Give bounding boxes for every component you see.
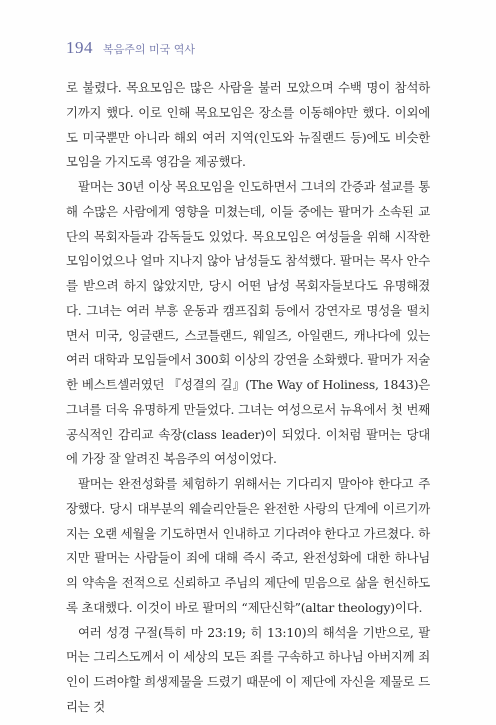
page-header: [66, 38, 195, 58]
paragraph-3: 팔머는 완전성화를 체험하기 위해서는 기다리지 말아야 한다고 주장했다. 당시 대부분의 웨슬리안들은 완전한 사랑의 단계에 이르기까지는 오랜 세월을 기도하면서 인내하고 기다려야 한다고 가르쳤다. 하지만 팔머는 사람들이 죄에 대해 즉시 죽고, 완전성화에 대한 하나님의 약속을 전적으로 신뢰하고 주님의 제단에 믿음으로 삶을 헌신하도록 초대했다. 이것이 바로 팔머의 “제단신학”(altar theology)이다.: [66, 476, 430, 615]
body-text: [66, 76, 430, 720]
paragraph-1: 로 불렸다. 목요모임은 많은 사람을 불러 모았으며 수백 명이 참석하기까지 했다. 이로 인해 목요모임은 장소를 이동해야만 했다. 이외에도 미국뿐만 아니라 해외 여러 지역(인도와 뉴질랜드 등)에도 비슷한 모임을 가지도록 영감을 제공했다.: [66, 80, 430, 170]
paragraph-4: 여러 성경 구절(특히 마 23:19; 히 13:10)의 해석을 기반으로, 팔머는 그리스도께서 이 세상의 모든 죄를 구속하고 하나님 아버지께 죄인이 드려야할 희생제물을 드렸기 때문에 이 제단에 자신을 제물로 드리는 것: [66, 624, 430, 714]
running-head: 복음주의 미국 역사: [103, 43, 196, 56]
page-number: 194: [66, 38, 93, 57]
paragraph-2: 팔머는 30년 이상 목요모임을 인도하면서 그녀의 간증과 설교를 통해 수많은 사람에게 영향을 미쳤는데, 이들 중에는 팔머가 소속된 교단의 목회자들과 감독들도 있었다. 목요모임은 여성들을 위해 시작한 모임이었으나 얼마 지나지 않아 남성들도 참석했다. 팔머는 목사 안수를 받으려 하지 않았지만, 당시 어떤 남성 목회자들보다도 유명해졌다. 그녀는 여러 부흥 운동과 캠프집회 등에서 강연자로 명성을 떨치면서 미국, 잉글랜드, 스코틀랜드, 웨일즈, 아일랜드, 캐나다에 있는 여러 대학과 모임들에서 300회 이상의 강연을 소화했다. 팔머가 저술한 베스트셀러였던 『성결의 길』(The Way of Holiness, 1843)은 그녀를 더욱 유명하게 만들었다. 그녀는 여성으로서 뉴욕에서 첫 번째 공식적인 감리교 속장(class leader)이 되었다. 이처럼 팔머는 당대에 가장 잘 알려진 복음주의 여성이었다.: [66, 179, 430, 467]
